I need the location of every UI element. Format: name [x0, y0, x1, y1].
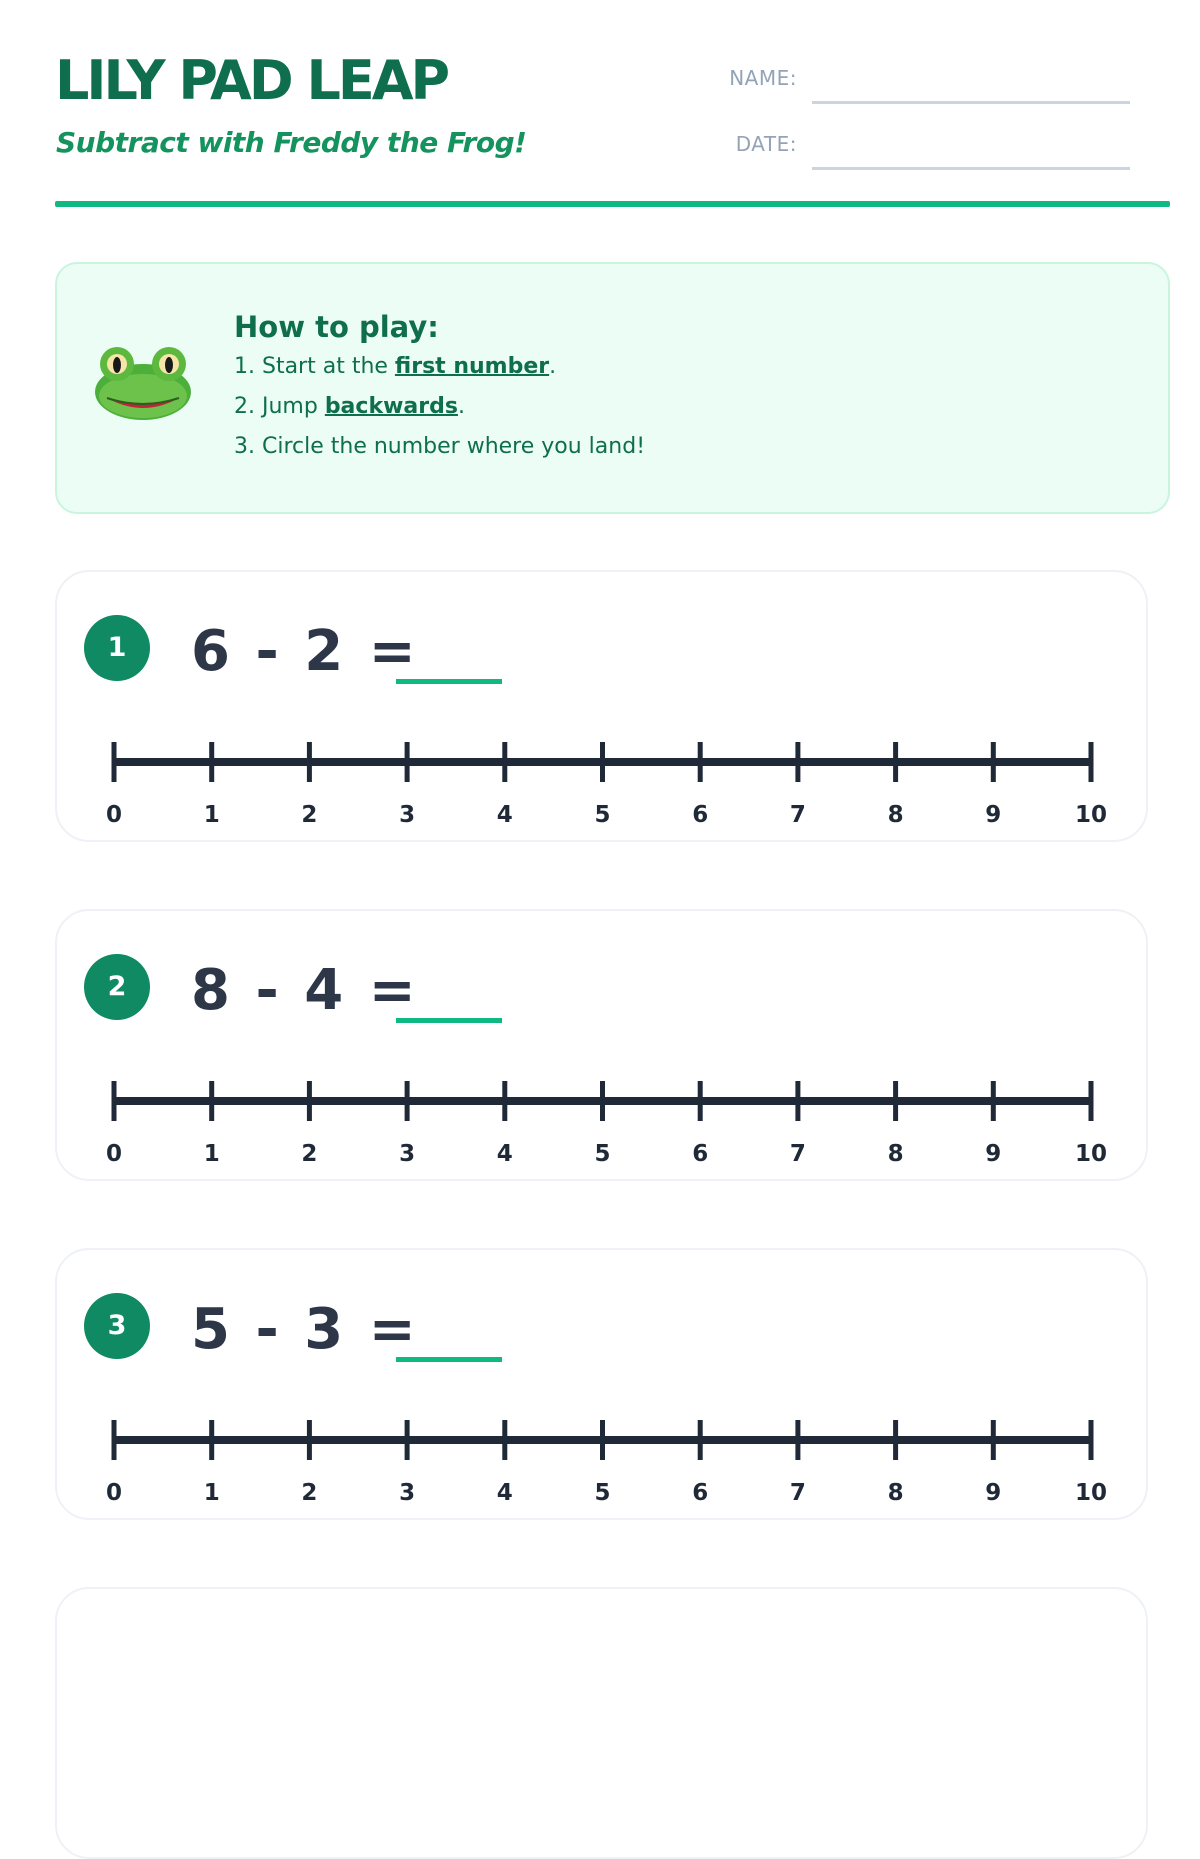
tick-label[interactable]: 6	[692, 802, 709, 828]
tick-label[interactable]: 9	[985, 802, 1002, 828]
problem-card-1	[55, 570, 1148, 842]
tick-label[interactable]: 8	[887, 802, 904, 828]
tick-label[interactable]: 7	[789, 1141, 806, 1167]
tick-label[interactable]: 10	[1074, 1480, 1108, 1506]
problem-card-2	[55, 909, 1148, 1181]
worksheet-header	[55, 0, 1170, 210]
equation: 6 - 2 =	[191, 619, 416, 684]
tick-label[interactable]: 4	[496, 1480, 513, 1506]
tick-label[interactable]: 2	[301, 802, 318, 828]
equation: 8 - 4 =	[191, 958, 416, 1023]
tick-label[interactable]: 9	[985, 1480, 1002, 1506]
emphasis-first-number: first number	[394, 354, 550, 379]
emphasis-backwards: backwards	[324, 394, 458, 419]
date-field[interactable]	[812, 167, 1130, 170]
tick-label[interactable]: 5	[594, 1141, 611, 1167]
problem-number-badge: 3	[84, 1293, 150, 1359]
tick-label[interactable]: 3	[399, 1141, 416, 1167]
tick-label[interactable]: 1	[203, 1141, 220, 1167]
instruction-step-1: 1. Start at the first number.	[234, 354, 557, 379]
tick-label[interactable]: 4	[496, 1141, 513, 1167]
problem-number-badge: 2	[84, 954, 150, 1020]
tick-label[interactable]: 8	[887, 1141, 904, 1167]
tick-label[interactable]: 3	[399, 1480, 416, 1506]
answer-blank[interactable]	[396, 1357, 502, 1362]
header-divider	[55, 201, 1170, 207]
tick-label[interactable]: 0	[105, 802, 123, 828]
tick-label[interactable]: 5	[594, 1480, 611, 1506]
number-line	[57, 1420, 1146, 1510]
tick-label[interactable]: 10	[1074, 802, 1108, 828]
date-label: DATE:	[735, 132, 797, 156]
tick-label[interactable]: 2	[301, 1141, 318, 1167]
tick-label[interactable]: 9	[985, 1141, 1002, 1167]
tick-label[interactable]: 0	[105, 1141, 123, 1167]
tick-label[interactable]: 2	[301, 1480, 318, 1506]
worksheet-title: LILY PAD LEAP	[55, 49, 448, 112]
tick-label[interactable]: 0	[105, 1480, 123, 1506]
number-line	[57, 1081, 1146, 1171]
problem-number-badge: 1	[84, 615, 150, 681]
answer-blank[interactable]	[396, 1018, 502, 1023]
how-to-play-box	[55, 262, 1170, 514]
name-field[interactable]	[812, 101, 1130, 104]
name-label: NAME:	[729, 66, 797, 90]
tick-label[interactable]: 6	[692, 1141, 709, 1167]
how-to-play-title: How to play:	[234, 310, 439, 344]
tick-label[interactable]: 8	[887, 1480, 904, 1506]
tick-label[interactable]: 1	[203, 1480, 220, 1506]
problem-card-4-partial	[55, 1587, 1148, 1859]
tick-label[interactable]: 6	[692, 1480, 709, 1506]
answer-blank[interactable]	[396, 679, 502, 684]
tick-label[interactable]: 4	[496, 802, 513, 828]
tick-label[interactable]: 3	[399, 802, 416, 828]
tick-label[interactable]: 7	[789, 802, 806, 828]
frog-icon	[93, 344, 193, 422]
equation: 5 - 3 =	[191, 1297, 416, 1362]
tick-label[interactable]: 1	[203, 802, 220, 828]
worksheet-subtitle: Subtract with Freddy the Frog!	[56, 126, 527, 159]
instruction-step-3: 3. Circle the number where you land!	[234, 434, 646, 459]
tick-label[interactable]: 5	[594, 802, 611, 828]
tick-label[interactable]: 10	[1074, 1141, 1108, 1167]
problem-card-3	[55, 1248, 1148, 1520]
number-line	[57, 742, 1146, 832]
tick-label[interactable]: 7	[789, 1480, 806, 1506]
instruction-step-2: 2. Jump backwards.	[234, 394, 465, 419]
